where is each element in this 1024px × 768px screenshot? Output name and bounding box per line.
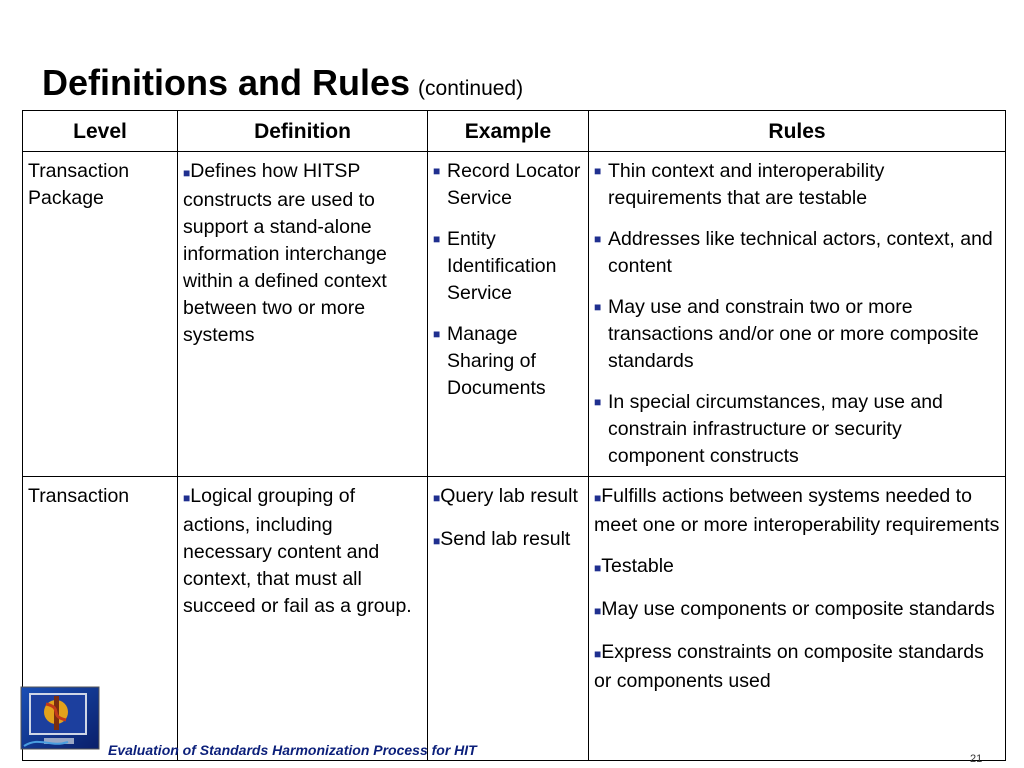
title-subtitle: (continued) xyxy=(418,77,524,100)
rule-item xyxy=(594,483,1000,539)
table-row xyxy=(23,152,1006,477)
rule-item xyxy=(594,596,1000,625)
bullet-icon: ■ xyxy=(183,166,191,180)
rule-item xyxy=(594,639,1000,695)
definition-text: Defines how HITSP constructs are used to support a stand-alone information interchange within a defined context between two or more systems xyxy=(183,160,387,346)
definitions-table xyxy=(22,110,1006,761)
rules-cell xyxy=(589,152,1006,477)
header-level: Level xyxy=(23,111,178,152)
rule-text: Addresses like technical actors, context, and content xyxy=(608,228,993,277)
level-cell: Transaction xyxy=(23,477,178,761)
bullet-icon: ■ xyxy=(594,300,602,314)
bullet-icon: ■ xyxy=(594,491,602,505)
example-item xyxy=(433,526,583,555)
bullet-icon: ■ xyxy=(594,164,602,178)
bullet-icon: ■ xyxy=(433,327,441,341)
rules-cell xyxy=(589,477,1006,761)
example-text: Entity Identification Service xyxy=(447,228,557,304)
table-header-row xyxy=(23,111,1006,152)
bullet-icon: ■ xyxy=(594,647,602,661)
example-text: Record Locator Service xyxy=(447,160,581,209)
table-row xyxy=(23,477,1006,761)
rule-text: Express constraints on composite standards or components used xyxy=(594,641,984,692)
bullet-icon: ■ xyxy=(594,395,602,409)
bullet-icon: ■ xyxy=(594,232,602,246)
rule-item xyxy=(594,158,1000,212)
rule-item xyxy=(594,294,1000,375)
example-item xyxy=(433,226,583,307)
example-item xyxy=(433,321,583,402)
rule-text: May use and constrain two or more transactions and/or one or more composite standards xyxy=(608,296,979,372)
header-rules: Rules xyxy=(589,111,1006,152)
definition-text: Logical grouping of actions, including necessary content and context, that must all succeed or fail as a group. xyxy=(183,485,412,617)
definition-cell xyxy=(178,152,428,477)
bullet-icon: ■ xyxy=(594,604,602,618)
definition-item xyxy=(183,158,422,349)
rule-text: May use components or composite standards xyxy=(601,598,995,620)
bullet-icon: ■ xyxy=(433,491,441,505)
bullet-icon: ■ xyxy=(433,232,441,246)
slide-title xyxy=(42,62,523,104)
bullet-icon: ■ xyxy=(433,534,441,548)
bullet-icon: ■ xyxy=(183,491,191,505)
rule-text: Testable xyxy=(601,555,674,577)
level-cell: Transaction Package xyxy=(23,152,178,477)
hitsp-logo-icon xyxy=(20,686,100,750)
example-text: Query lab result xyxy=(440,485,578,507)
rule-item xyxy=(594,226,1000,280)
definition-item xyxy=(183,483,422,620)
page-number: 21 xyxy=(970,753,983,765)
bullet-icon: ■ xyxy=(594,561,602,575)
example-cell xyxy=(428,152,589,477)
rule-text: Thin context and interoperability requirements that are testable xyxy=(608,160,885,209)
example-item xyxy=(433,158,583,212)
rule-text: In special circumstances, may use and constrain infrastructure or security component constructs xyxy=(608,391,943,467)
title-main: Definitions and Rules xyxy=(42,62,411,103)
example-text: Manage Sharing of Documents xyxy=(447,323,546,399)
example-item xyxy=(433,483,583,512)
rule-item xyxy=(594,553,1000,582)
bullet-icon: ■ xyxy=(433,164,441,178)
rule-item xyxy=(594,389,1000,470)
header-definition: Definition xyxy=(178,111,428,152)
definition-cell xyxy=(178,477,428,761)
rule-text: Fulfills actions between systems needed to meet one or more interoperability requirements xyxy=(594,485,1000,536)
header-example: Example xyxy=(428,111,589,152)
footer-caption: Evaluation of Standards Harmonization Process for HIT xyxy=(108,742,477,758)
example-cell xyxy=(428,477,589,761)
example-text: Send lab result xyxy=(440,528,571,550)
